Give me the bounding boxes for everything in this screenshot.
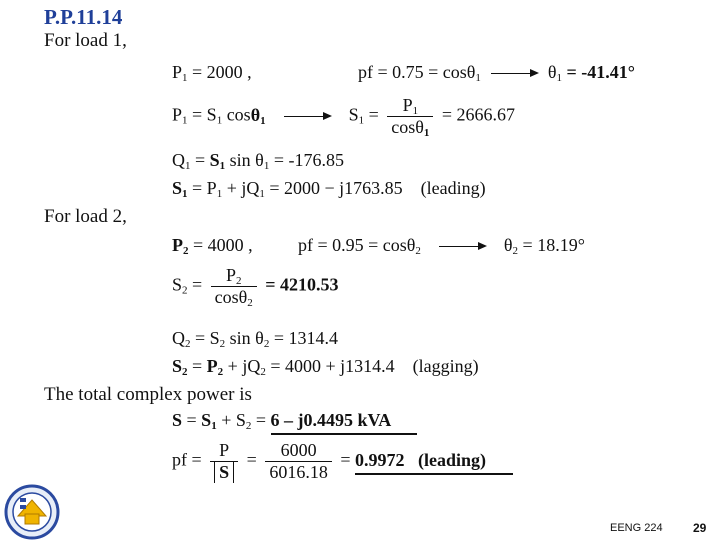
load2-power-eq: $P_2 = 4000$ , bbox=[172, 235, 253, 257]
arrow-icon bbox=[284, 116, 330, 117]
load2-s2-complex: $S_2 = P_2 + jQ_2 = 4000 + j1314.4$ (lagging) bbox=[172, 356, 479, 378]
load2-heading: For load 2, bbox=[44, 206, 127, 227]
load1-pf-eq: pf = 0.75 = cosθ$_1$ $\theta_1 = -41.41^\circ$ bbox=[358, 62, 635, 84]
pf-fraction-2: $\frac{6000}{6016.18}$ bbox=[265, 440, 332, 483]
load1-heading: For load 1, bbox=[44, 30, 127, 51]
course-code: EENG 224 bbox=[610, 522, 663, 534]
slide-title: P.P.11.14 bbox=[44, 5, 123, 29]
load2-pf-eq: pf = 0.95 = cosθ$_2$ $\theta_2 = 18.19^\circ$ bbox=[298, 235, 585, 257]
total-pf-result: 0.9972 (leading) bbox=[355, 450, 513, 475]
total-s-result: 6 – j0.4495 kVA bbox=[271, 410, 417, 435]
s1-fraction: $\frac{P_1}{\cos\theta_1}$ bbox=[387, 95, 433, 138]
s2-fraction: $\frac{P_2}{\cos\theta_2}$ bbox=[211, 265, 257, 308]
arrow-icon bbox=[491, 73, 537, 74]
load1-s1-complex: $S_1 = P_1 + jQ_1 = 2000 - j1763.85$ (leading) bbox=[172, 178, 486, 200]
load1-power-eq: $P_1 = 2000$ , bbox=[172, 62, 252, 84]
pf-fraction-1: $\frac{P}{S}$ bbox=[210, 440, 238, 483]
total-pf-eq: pf = $\frac{P}{S}$ = $\frac{6000}{6016.18}$ = 0.9972 (leading) bbox=[172, 440, 513, 483]
load2-q2-eq: $Q_2 = S_2$ $\sin \theta_2 = 1314.4$ bbox=[172, 328, 338, 350]
arrow-icon bbox=[439, 246, 485, 247]
page-number: 29 bbox=[693, 521, 707, 535]
load2-s2-eq: $S_2$ = $\frac{P_2}{\cos\theta_2}$ = 4210.53 bbox=[172, 265, 339, 309]
load1-s1-eq: $P_1 = S_1$ cosθ$_1$ $S_1$ = $\frac{P_1}{\cos\theta_1}$ = 2666.67 bbox=[172, 95, 516, 139]
university-logo bbox=[0, 478, 64, 540]
load1-q1-eq: $Q_1 = S_1$ $\sin \theta_1 = -176.85$ bbox=[172, 150, 344, 172]
total-heading: The total complex power is bbox=[44, 384, 252, 405]
total-s-eq: $S = S_1 + S_2 = 6 - j0.4495$ kVA bbox=[172, 410, 417, 435]
